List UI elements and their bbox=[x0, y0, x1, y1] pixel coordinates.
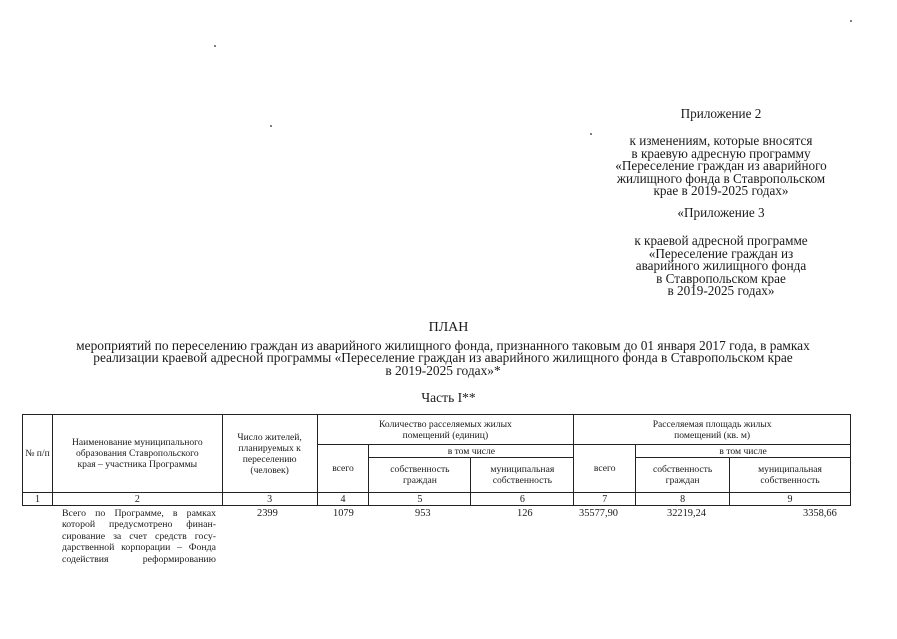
plan-subtitle-line: в 2019-2025 годах»* bbox=[385, 362, 501, 378]
scan-speck bbox=[850, 20, 852, 22]
plan-subtitle-line: реализации краевой адресной программы «Переселение граждан из аварийного жилищного фонда в Ставропольском крае bbox=[93, 350, 793, 366]
header-area-total: всего bbox=[574, 445, 636, 493]
col-number: 1 bbox=[23, 493, 53, 506]
header-name: Наименование муниципального образования Ставропольского края – участника Программы bbox=[52, 415, 222, 493]
inner-appendix-line: в 2019-2025 годах» bbox=[667, 283, 775, 298]
plan-subtitle bbox=[22, 340, 864, 377]
inner-appendix-line: к краевой адресной программе bbox=[634, 233, 808, 248]
plan-table bbox=[22, 414, 851, 506]
appendix-line: к изменениям, которые вносятся bbox=[629, 133, 813, 148]
col-number: 6 bbox=[471, 493, 574, 506]
appendix-line: в краевую адресную программу bbox=[631, 145, 811, 161]
total-row-name-line: Всего по Программе, в рамках bbox=[62, 508, 216, 519]
scan-speck bbox=[214, 45, 216, 47]
inner-appendix-line: в Ставропольском крае bbox=[656, 270, 786, 286]
appendix-line: «Переселение граждан из аварийного bbox=[615, 158, 827, 173]
appendix-line: крае в 2019-2025 годах» bbox=[653, 183, 789, 198]
header-area-citizens: собственность граждан bbox=[636, 458, 730, 493]
col-number: 8 bbox=[636, 493, 730, 506]
appendix-line: жилищного фонда в Ставропольском bbox=[616, 170, 826, 186]
header-num: № п/п bbox=[23, 415, 53, 493]
total-units: 1079 bbox=[333, 508, 354, 519]
total-units-citizens: 953 bbox=[415, 508, 431, 519]
total-row-name-line: дарственной корпорации – Фонда bbox=[62, 542, 216, 554]
col-number: 7 bbox=[574, 493, 636, 506]
inner-appendix-line: аварийного жилищного фонда bbox=[635, 258, 807, 273]
inner-appendix-title: «Приложение 3 bbox=[677, 205, 765, 220]
header-units-municipal: муниципальная собственность bbox=[471, 458, 574, 493]
total-units-municipal: 126 bbox=[517, 508, 533, 519]
col-number: 4 bbox=[317, 493, 369, 506]
appendix-title: Приложение 2 bbox=[680, 106, 762, 121]
plan-title: ПЛАН bbox=[428, 320, 469, 335]
appendix-heading bbox=[590, 108, 852, 121]
inner-appendix-line: «Переселение граждан из bbox=[648, 245, 794, 261]
header-units-group: Количество расселяемых жилых помещений (единиц) bbox=[317, 415, 574, 445]
header-residents: Число жителей, планируемых к переселению (человек) bbox=[222, 415, 317, 493]
col-number: 2 bbox=[52, 493, 222, 506]
header-area-including: в том числе bbox=[636, 445, 851, 458]
scan-speck bbox=[270, 125, 272, 127]
total-area: 35577,90 bbox=[579, 508, 618, 519]
total-residents: 2399 bbox=[257, 508, 278, 519]
inner-appendix-description bbox=[590, 235, 852, 298]
header-units-citizens: собственность граждан bbox=[369, 458, 471, 493]
header-units-including: в том числе bbox=[369, 445, 574, 458]
part-heading: Часть I** bbox=[421, 390, 476, 405]
total-row-name-line: сирование за счет средств госу- bbox=[62, 530, 216, 542]
col-number: 5 bbox=[369, 493, 471, 506]
total-row-name-line: содействия реформированию bbox=[62, 553, 216, 565]
header-area-group: Расселяемая площадь жилых помещений (кв. м) bbox=[574, 415, 851, 445]
total-row-name-line: которой предусмотрено финан- bbox=[62, 519, 216, 531]
appendix-description bbox=[590, 135, 852, 198]
col-number: 3 bbox=[222, 493, 317, 506]
total-area-municipal: 3358,66 bbox=[803, 508, 837, 519]
inner-appendix-heading bbox=[590, 207, 852, 220]
plan-subtitle-line: мероприятий по переселению граждан из аварийного жилищного фонда, признанного таковым до 01 января 2017 года, в рамках bbox=[76, 338, 810, 353]
header-units-total: всего bbox=[317, 445, 369, 493]
total-row-name bbox=[62, 508, 216, 565]
header-area-municipal: муниципальная собственность bbox=[730, 458, 851, 493]
total-area-citizens: 32219,24 bbox=[667, 508, 706, 519]
col-number: 9 bbox=[730, 493, 851, 506]
